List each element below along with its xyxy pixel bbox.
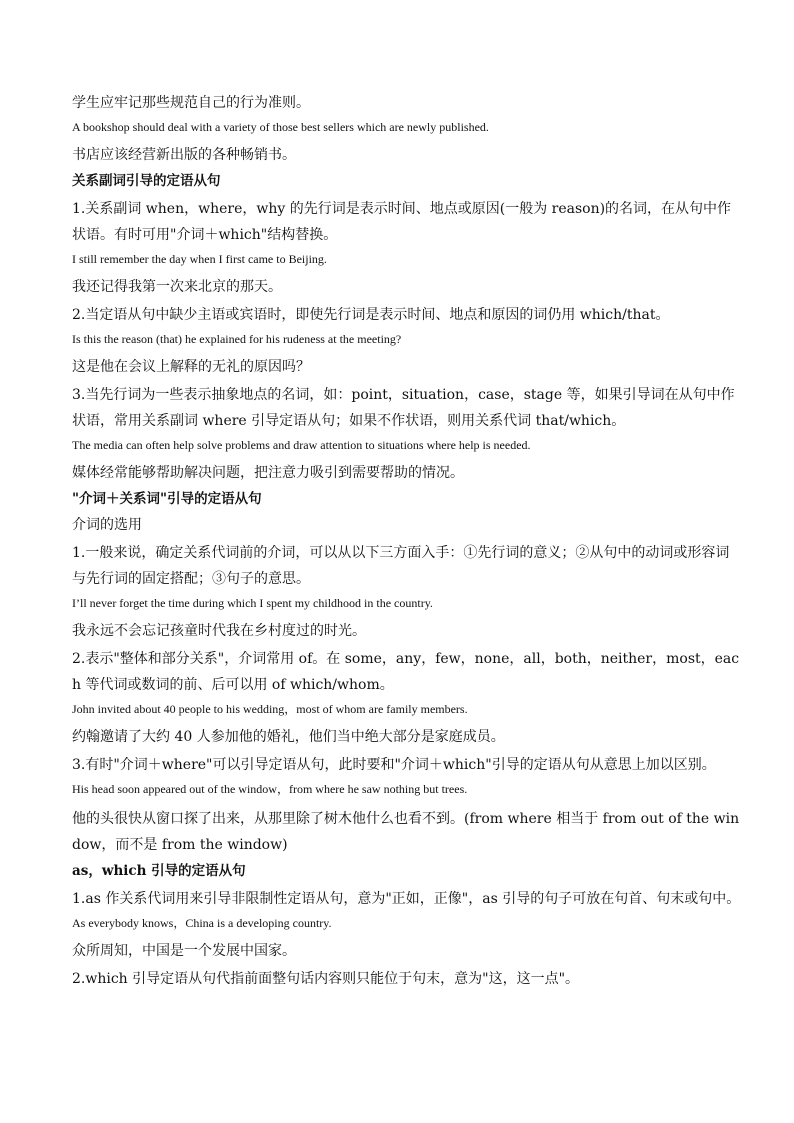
example-sentence: His head soon appeared out of the window，from where he saw nothing but trees.: [72, 782, 468, 796]
translation-line: 我还记得我第一次来北京的那天。: [72, 279, 282, 295]
translation-line: 这是他在会议上解释的无礼的原因吗？: [72, 359, 310, 375]
translation-line: 约翰邀请了大约 40 人参加他的婚礼，他们当中绝大部分是家庭成员。: [72, 729, 505, 745]
rule-paragraph: 1.as 作关系代词用来引导非限制性定语从句，意为"正如，正像"，as 引导的句子可放在句首、句末或句中。: [72, 891, 741, 907]
translation-line: 媒体经常能够帮助解决问题，把注意力吸引到需要帮助的情况。: [72, 465, 464, 481]
example-sentence: As everybody knows，China is a developing country.: [72, 916, 332, 930]
example-sentence: The media can often help solve problems and draw attention to situations where help is needed.: [72, 438, 531, 452]
translation-line: 书店应该经营新出版的各种畅销书。: [72, 147, 296, 163]
rule-paragraph: 2.当定语从句中缺少主语或宾语时，即使先行词是表示时间、地点和原因的词仍用 which/that。: [72, 307, 670, 323]
translation-line: 众所周知，中国是一个发展中国家。: [72, 943, 296, 959]
document-page: [72, 92, 742, 994]
example-sentence: I’ll never forget the time during which I spent my childhood in the country.: [72, 596, 433, 610]
subheading: 介词的选用: [72, 517, 142, 533]
example-sentence: A bookshop should deal with a variety of those best sellers which are newly published.: [72, 120, 489, 134]
rule-paragraph: 1.一般来说，确定关系代词前的介词，可以从以下三方面入手：①先行词的意义；②从句中的动词或形容词与先行词的固定搭配；③句子的意思。: [72, 545, 730, 587]
section-heading: 关系副词引导的定语从句: [72, 173, 221, 189]
rule-paragraph: 3.有时"介词＋where"可以引导定语从句，此时要和"介词＋which"引导的定语从句从意思上加以区别。: [72, 757, 716, 773]
translation-line: 我永远不会忘记孩童时代我在乡村度过的时光。: [72, 623, 366, 639]
example-sentence: Is this the reason (that) he explained for his rudeness at the meeting?: [72, 332, 402, 346]
text-line: 学生应牢记那些规范自己的行为准则。: [72, 95, 310, 111]
rule-paragraph: 3.当先行词为一些表示抽象地点的名词，如：point，situation，case，stage 等，如果引导词在从句中作状语，常用关系副词 where 引导定语从句；如果不作状语，则用关系代词 that/which。: [72, 387, 735, 429]
example-sentence: John invited about 40 people to his wedding，most of whom are family members.: [72, 702, 468, 716]
section-heading: as，which 引导的定语从句: [72, 863, 246, 879]
rule-paragraph: 2.which 引导定语从句代指前面整句话内容则只能位于句末，意为"这，这一点"。: [72, 971, 580, 987]
example-sentence: I still remember the day when I first came to Beijing.: [72, 252, 327, 266]
translation-line: 他的头很快从窗口探了出来，从那里除了树木他什么也看不到。(from where 相当于 from out of the window，而不是 from the window): [72, 811, 740, 853]
rule-paragraph: 2.表示"整体和部分关系"，介词常用 of。在 some，any，few，none，all，both，neither，most，each 等代词或数词的前、后可以用 of which/whom。: [72, 651, 740, 693]
section-heading: "介词＋关系词"引导的定语从句: [72, 491, 262, 507]
rule-paragraph: 1.关系副词 when，where，why 的先行词是表示时间、地点或原因(一般为 reason)的名词，在从句中作状语。有时可用"介词＋which"结构替换。: [72, 201, 732, 243]
